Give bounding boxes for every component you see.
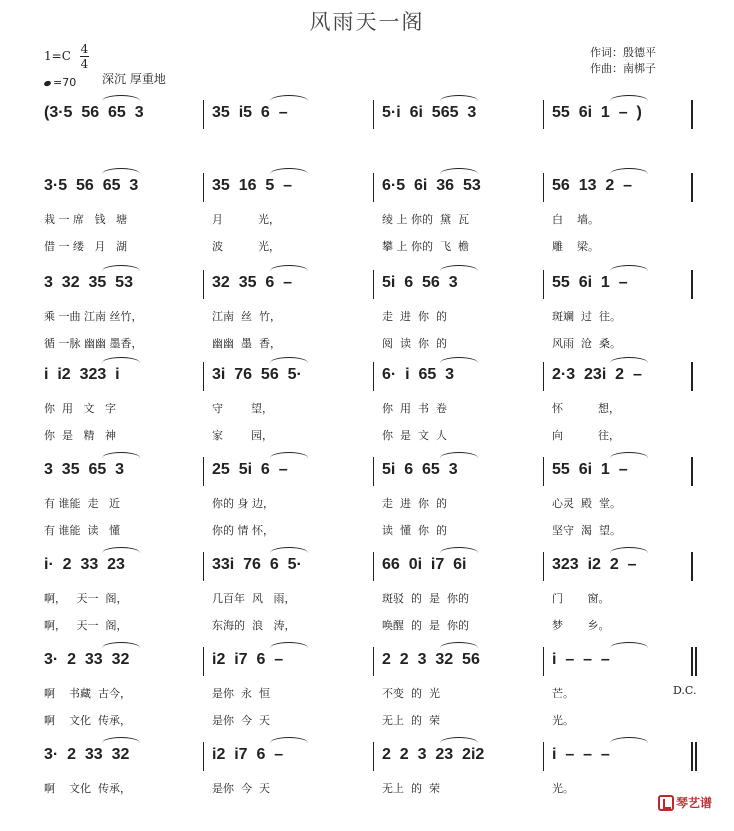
slur-mark [440, 737, 478, 743]
measure-notes: 5i 6 56 3 [382, 274, 458, 291]
barline [373, 173, 374, 202]
slur-mark [440, 642, 478, 648]
measure-notes: i – – – [552, 746, 610, 763]
measure-notes: 33i 76 6 5· [212, 556, 302, 573]
time-bottom: 4 [80, 57, 89, 71]
slur-mark [102, 265, 140, 271]
lyric-verse-2: 攀 上 你的 飞 檐 [382, 240, 469, 253]
slur-mark [102, 168, 140, 174]
lyric-verse-2: 你 是 文 人 [382, 429, 447, 442]
barline [691, 457, 693, 486]
slur-mark [102, 642, 140, 648]
watermark-logo [658, 794, 712, 811]
lyric-verse-2: 雕 梁。 [552, 240, 599, 253]
lyric-verse-2: 有 谁能 读 懂 [44, 524, 120, 537]
slur-mark [440, 452, 478, 458]
lyric-verse-1: 门 窗。 [552, 592, 610, 605]
lyric-verse-1: 是你 永 恒 [212, 687, 270, 700]
composer: 作曲：南梆子 [590, 62, 656, 75]
slur-mark [610, 452, 648, 458]
measure-notes: 35 16 5 – [212, 177, 293, 194]
measure-notes: 3· 2 33 32 [44, 746, 130, 763]
lyric-verse-1: 斑斓 过 往。 [552, 310, 621, 323]
lyric-verse-2: 无上 的 荣 [382, 714, 440, 727]
measure-notes: 55 6i 1 – ) [552, 104, 642, 121]
slur-mark [440, 357, 478, 363]
lyric-verse-1: 乘 一曲 江南 丝竹， [44, 310, 143, 323]
lyric-verse-2: 啊 文化 传承， [44, 714, 131, 727]
measure-notes: (3·5 56 65 3 [44, 104, 144, 121]
final-barline [695, 742, 697, 771]
slur-mark [610, 95, 648, 101]
score-row [0, 176, 734, 262]
lyric-verse-1: 芒。 [552, 687, 574, 700]
lyric-verse-2: 梦 乡。 [552, 619, 610, 632]
measure-notes: 2 2 3 32 56 [382, 651, 480, 668]
score-row [0, 365, 734, 451]
barline [203, 270, 204, 299]
lyric-verse-2: 你的 情 怀， [212, 524, 274, 537]
barline [691, 270, 693, 299]
measure-notes: i· 2 33 23 [44, 556, 125, 573]
barline [373, 270, 374, 299]
barline [203, 742, 204, 771]
slur-mark [270, 737, 308, 743]
tempo-value: =70 [53, 76, 77, 89]
score-row [0, 273, 734, 359]
barline [543, 270, 544, 299]
lyric-verse-2: 家 园， [212, 429, 273, 442]
lyric-verse-1: 啊 文化 传承， [44, 782, 131, 795]
lyric-verse-2: 坚守 渴 望。 [552, 524, 621, 537]
measure-notes: 25 5i 6 – [212, 461, 288, 478]
barline [373, 742, 374, 771]
lyric-verse-1: 有 谁能 走 近 [44, 497, 120, 510]
measure-notes: 323 i2 2 – [552, 556, 637, 573]
lyric-verse-2: 读 懂 你 的 [382, 524, 447, 537]
slur-mark [270, 95, 308, 101]
measure-notes: 56 13 2 – [552, 177, 633, 194]
lyric-verse-1: 你的 身 边， [212, 497, 274, 510]
measure-notes: 2 2 3 23 2i2 [382, 746, 485, 763]
barline [543, 552, 544, 581]
barline [373, 552, 374, 581]
slur-mark [270, 357, 308, 363]
measure-notes: 55 6i 1 – [552, 461, 628, 478]
slur-mark [610, 642, 648, 648]
time-top: 4 [80, 42, 89, 56]
lyric-verse-2: 光。 [552, 714, 574, 727]
measure-notes: 35 i5 6 – [212, 104, 288, 121]
lyric-verse-2: 循 一脉 幽幽 墨香， [44, 337, 143, 350]
barline [691, 552, 693, 581]
slur-mark [102, 357, 140, 363]
barline [203, 100, 204, 129]
lyric-verse-2: 是你 今 天 [212, 714, 270, 727]
lyric-verse-1: 是你 今 天 [212, 782, 270, 795]
barline [543, 173, 544, 202]
key-signature: 1=C [44, 49, 71, 63]
lyric-verse-2: 东海的 浪 涛， [212, 619, 296, 632]
lyric-verse-1: 啊 书藏 古今， [44, 687, 131, 700]
measure-notes: 6· i 65 3 [382, 366, 455, 383]
lyric-verse-2: 你 是 精 神 [44, 429, 116, 442]
measure-notes: i2 i7 6 – [212, 746, 284, 763]
measure-notes: 3·5 56 65 3 [44, 177, 139, 194]
measure-notes: 3 32 35 53 [44, 274, 133, 291]
barline [373, 647, 374, 676]
barline [543, 362, 544, 391]
measure-notes: i i2 323 i [44, 366, 120, 383]
lyric-verse-2: 向 往， [552, 429, 620, 442]
time-signature [80, 42, 89, 71]
score-row [0, 650, 734, 736]
lyric-verse-2: 啊， 天一 阁， [44, 619, 128, 632]
lyric-verse-2: 唤醒 的 是 你的 [382, 619, 469, 632]
slur-mark [102, 452, 140, 458]
expression-mark: 深沉 厚重地 [102, 72, 166, 86]
barline [203, 457, 204, 486]
barline [203, 647, 204, 676]
barline [203, 362, 204, 391]
lyricist: 作词：殷德平 [590, 46, 656, 59]
lyric-verse-2: 风雨 沧 桑。 [552, 337, 621, 350]
barline [691, 742, 693, 771]
barline [543, 647, 544, 676]
slur-mark [270, 452, 308, 458]
tempo-mark [44, 76, 76, 89]
logo-icon [658, 795, 674, 811]
barline [203, 552, 204, 581]
lyric-verse-1: 斑驳 的 是 你的 [382, 592, 469, 605]
slur-mark [440, 547, 478, 553]
measure-notes: 6·5 6i 36 53 [382, 177, 481, 194]
barline [691, 362, 693, 391]
slur-mark [440, 265, 478, 271]
barline [373, 362, 374, 391]
lyric-verse-1: 光。 [552, 782, 574, 795]
measure-notes: 3· 2 33 32 [44, 651, 130, 668]
lyric-verse-1: 绫 上 你的 黛 瓦 [382, 213, 469, 226]
lyric-verse-1: 不变 的 光 [382, 687, 440, 700]
measure-notes: 5i 6 65 3 [382, 461, 458, 478]
slur-mark [102, 737, 140, 743]
barline [373, 100, 374, 129]
lyric-verse-1: 守 望， [212, 402, 273, 415]
lyric-verse-2: 阅 读 你 的 [382, 337, 447, 350]
lyric-verse-1: 无上 的 荣 [382, 782, 440, 795]
lyric-verse-1: 你 用 文 字 [44, 402, 116, 415]
page-title: 风雨天一阁 [309, 10, 425, 34]
measure-notes: 5·i 6i 565 3 [382, 104, 477, 121]
score-row [0, 745, 734, 831]
score-row [0, 460, 734, 546]
barline [543, 457, 544, 486]
slur-mark [610, 357, 648, 363]
measure-notes: 32 35 6 – [212, 274, 293, 291]
measure-notes: 3i 76 56 5· [212, 366, 302, 383]
barline [203, 173, 204, 202]
slur-mark [440, 95, 478, 101]
credits [590, 45, 656, 77]
slur-mark [610, 168, 648, 174]
slur-mark [610, 547, 648, 553]
slur-mark [102, 95, 140, 101]
slur-mark [270, 265, 308, 271]
measure-notes: i – – – [552, 651, 610, 668]
slur-mark [440, 168, 478, 174]
lyric-verse-1: 怀 想， [552, 402, 620, 415]
lyric-verse-1: 白 墙。 [552, 213, 599, 226]
slur-mark [270, 547, 308, 553]
slur-mark [270, 642, 308, 648]
barline [543, 100, 544, 129]
measure-notes: i2 i7 6 – [212, 651, 284, 668]
lyric-verse-1: 江南 丝 竹， [212, 310, 281, 323]
lyric-verse-1: 走 进 你 的 [382, 497, 447, 510]
lyric-verse-2: 借 一 缕 月 湖 [44, 240, 127, 253]
barline [691, 173, 693, 202]
barline [373, 457, 374, 486]
measure-notes: 3 35 65 3 [44, 461, 125, 478]
measure-notes: 66 0i i7 6i [382, 556, 467, 573]
lyric-verse-1: 啊， 天一 阁， [44, 592, 128, 605]
lyric-verse-1: 栽 一 席 钱 塘 [44, 213, 127, 226]
quarter-note-icon [43, 80, 51, 87]
lyric-verse-1: 你 用 书 卷 [382, 402, 447, 415]
slur-mark [610, 265, 648, 271]
score-row [0, 555, 734, 641]
lyric-verse-2: 幽幽 墨 香， [212, 337, 281, 350]
slur-mark [270, 168, 308, 174]
lyric-verse-1: 几百年 风 雨， [212, 592, 296, 605]
barline [691, 647, 693, 676]
slur-mark [102, 547, 140, 553]
slur-mark [610, 737, 648, 743]
measure-notes: 55 6i 1 – [552, 274, 628, 291]
lyric-verse-1: 走 进 你 的 [382, 310, 447, 323]
lyric-verse-1: 心灵 殿 堂。 [552, 497, 621, 510]
measure-notes: 2·3 23i 2 – [552, 366, 642, 383]
da-capo-mark: D.C. [673, 684, 697, 697]
watermark-text: 琴艺谱 [676, 796, 713, 810]
barline [543, 742, 544, 771]
lyric-verse-1: 月 光， [212, 213, 280, 226]
barline [691, 100, 693, 129]
final-barline [695, 647, 697, 676]
lyric-verse-2: 波 光， [212, 240, 280, 253]
